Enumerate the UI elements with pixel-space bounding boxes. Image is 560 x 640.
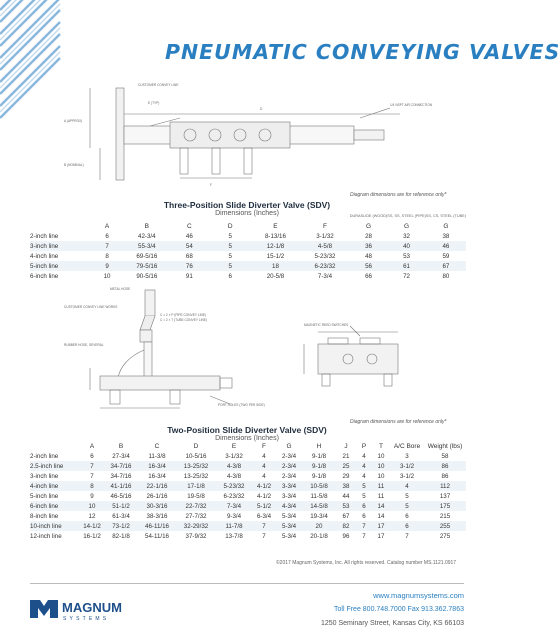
label-magnetic-reed: MAGNETIC REED SWITCHES (304, 323, 349, 327)
sdv3-col-header: F (322, 222, 327, 230)
table-cell: 14 (377, 502, 385, 510)
table-cell: 3-1/32 (316, 232, 334, 240)
table-cell: 10 (377, 472, 385, 480)
sdv3-col-header: E (273, 222, 278, 230)
decorative-stripes (0, 0, 60, 120)
table-row (30, 471, 466, 481)
table-cell: 38 (442, 232, 450, 240)
sdv2-title: Two-Position Slide Diverter Valve (SDV) (167, 425, 327, 435)
table-cell: 16-1/2 (83, 532, 101, 540)
sdv3-col-header: C (186, 222, 192, 230)
table-cell: 5-3/4 (281, 522, 297, 530)
table-row (30, 531, 466, 541)
table-cell: 22-1/16 (146, 482, 168, 490)
label-customer-line: CUSTOMER CONVEY LINE WORKS (64, 305, 118, 309)
row-label: 5-inch line (30, 492, 59, 500)
table-cell: 19-3/4 (310, 512, 328, 520)
sdv2-col-header: T (379, 442, 383, 450)
table-cell: 41-1/16 (110, 482, 132, 490)
table-cell: 4 (362, 452, 366, 460)
table-cell: 3-3/4 (281, 482, 297, 490)
website-link[interactable]: www.magnumsystems.com (373, 591, 464, 600)
row-label: 2-inch line (30, 232, 59, 240)
sdv3-table-body (30, 231, 466, 281)
table-cell: 76 (185, 262, 193, 270)
table-cell: 61-3/4 (112, 512, 130, 520)
table-cell: 20 (315, 522, 323, 530)
table-cell: 55-3/4 (138, 242, 156, 250)
table-cell: 7 (405, 532, 409, 540)
label-c-eq2: C = 2 × T (TUBE CONVEY LINE) (160, 318, 207, 322)
sdv3-subheader-g2: SS, SS, STEEL (PIPE) (387, 214, 426, 218)
sdv3-col-header (30, 221, 89, 231)
sdv2-col-header: A/C Bore (393, 442, 421, 450)
table-cell: 4-5/8 (317, 242, 333, 250)
table-cell: 6-23/32 (314, 262, 336, 270)
label-rubber-hose: RUBBER HOSE, SEVERAL (64, 343, 104, 347)
table-cell: 96 (342, 532, 350, 540)
svg-text:SYSTEMS: SYSTEMS (63, 616, 110, 622)
table-cell: 17 (377, 522, 385, 530)
label-c-eq: C = 2 × P (PIPE CONVEY LINE) (160, 313, 206, 317)
diagram-note-2: Diagram dimensions are for reference only* (350, 419, 447, 425)
table-cell: 6-23/32 (223, 492, 245, 500)
sdv3-title: Three-Position Slide Diverter Valve (SDV) (163, 200, 331, 210)
table-cell: 11-7/8 (225, 522, 243, 530)
table-cell: 7 (362, 522, 366, 530)
table-cell: 3 (405, 452, 409, 460)
magnum-logo (30, 596, 140, 622)
table-cell: 44 (342, 492, 350, 500)
table-cell: 4 (362, 472, 366, 480)
table-cell: 18 (272, 262, 279, 270)
table-cell: 22-7/32 (185, 502, 207, 510)
table-cell: 53 (403, 252, 410, 260)
table-cell: 3-3/4 (281, 492, 297, 500)
table-cell: 7 (90, 462, 94, 470)
table-cell: 73-1/2 (112, 522, 130, 530)
table-cell: 4-3/4 (281, 502, 297, 510)
table-cell: 10-5/16 (185, 452, 207, 460)
table-cell: 86 (441, 462, 449, 470)
table-cell: 275 (439, 532, 451, 540)
table-cell: 38 (342, 482, 350, 490)
table-cell: 14-1/2 (83, 522, 101, 530)
table-cell: 11 (377, 492, 385, 500)
table-cell: 21 (342, 452, 350, 460)
table-cell: 255 (439, 522, 451, 530)
sdv2-col-header: P (361, 442, 367, 450)
table-cell: 69-5/16 (136, 252, 158, 260)
label-metal-hose: METAL HOSE (110, 287, 131, 291)
table-row (30, 231, 466, 241)
sdv2-col-header: A (89, 442, 95, 450)
table-cell: 90-5/16 (136, 272, 158, 280)
table-cell: 5 (405, 492, 409, 500)
table-cell: 27-7/32 (185, 512, 207, 520)
table-cell: 51-1/2 (112, 502, 130, 510)
table-cell: 42-3/4 (138, 232, 156, 240)
table-cell: 5 (228, 262, 232, 270)
table-cell: 4 (405, 482, 409, 490)
table-cell: 13-7/8 (225, 532, 243, 540)
row-label: 12-inch line (30, 532, 62, 540)
label-b: B (NOMINAL) (64, 163, 84, 167)
row-label: 8-inch line (30, 512, 59, 520)
table-cell: 10 (88, 502, 96, 510)
table-cell: 137 (439, 492, 451, 500)
table-cell: 6 (105, 232, 109, 240)
sdv3-header-row (30, 221, 466, 231)
sdv3-col-header: D (227, 222, 233, 230)
table-cell: 46 (442, 242, 450, 250)
table-cell: 215 (439, 512, 451, 520)
table-cell: 46-5/16 (110, 492, 132, 500)
table-cell: 56 (365, 262, 372, 270)
table-cell: 28 (365, 232, 372, 240)
label-air-connection: 1/4 NSPT AIR CONNECTION (390, 103, 433, 107)
table-cell: 53 (342, 502, 350, 510)
table-cell: 10-5/8 (310, 482, 328, 490)
table-cell: 11 (377, 482, 385, 490)
sdv3-table (30, 211, 466, 281)
row-label: 4-inch line (30, 252, 59, 260)
sdv2-col-header: C (154, 442, 160, 450)
table-cell: 36 (365, 242, 372, 250)
table-cell: 2-3/4 (281, 462, 297, 470)
sdv3-col-header: G (443, 222, 449, 230)
sdv3-subheader-g1: DURASLIDE (WOOD) (349, 214, 388, 218)
label-customer-convey-line: CUSTOMER CONVEY LINE (138, 83, 179, 87)
table-cell: 26-1/16 (146, 492, 168, 500)
three-position-sdv-drawing (60, 78, 460, 190)
table-cell: 82-1/8 (112, 532, 130, 540)
diagram-note-1: Diagram dimensions are for reference only* (350, 192, 447, 198)
table-cell: 112 (440, 482, 450, 490)
sdv2-col-header: E (231, 442, 237, 450)
sdv2-col-header: J (344, 442, 348, 450)
table-row (30, 271, 466, 281)
table-cell: 6-3/4 (256, 512, 272, 520)
sdv3-col-header: G (365, 222, 372, 230)
phone-fax: Toll Free 800.748.7000 Fax 913.362.7863 (334, 606, 464, 613)
table-row (30, 521, 466, 531)
table-cell: 6 (90, 452, 94, 460)
table-cell: 30-3/16 (146, 502, 168, 510)
table-cell: 40 (403, 242, 410, 250)
table-cell: 10 (377, 452, 385, 460)
table-cell: 34-7/16 (110, 462, 132, 470)
table-row (30, 241, 466, 251)
table-cell: 3-1/2 (399, 472, 415, 480)
table-cell: 11-5/8 (310, 492, 328, 500)
table-cell: 8 (90, 482, 94, 490)
sdv3-subheader-row (30, 211, 466, 221)
row-label: 10-inch line (30, 522, 62, 530)
table-cell: 34-7/16 (110, 472, 132, 480)
table-cell: 6 (405, 522, 409, 530)
table-cell: 5 (405, 502, 409, 510)
table-cell: 175 (439, 502, 451, 510)
row-label: 2-inch line (30, 452, 59, 460)
table-cell: 7 (362, 532, 366, 540)
table-cell: 32-29/32 (183, 522, 209, 530)
sdv2-subtitle: Dimensions (Inches) (215, 435, 279, 442)
table-cell: 5 (228, 252, 232, 260)
table-cell: 7 (262, 532, 266, 540)
table-cell: 19-5/8 (187, 492, 205, 500)
table-cell: 86 (441, 472, 449, 480)
table-cell: 9-1/8 (311, 472, 327, 480)
table-cell: 6 (405, 512, 409, 520)
table-cell: 48 (365, 252, 372, 260)
table-cell: 17-1/8 (187, 482, 205, 490)
table-cell: 54 (185, 242, 193, 250)
table-cell: 68 (185, 252, 193, 260)
label-port-holes: PORT HOLES (TWO PER SIDE) (218, 403, 265, 407)
copyright-text: ©2017 Magnum Systems, Inc. All rights reserved. Catalog number MS.1121.0917 (276, 560, 457, 566)
table-cell: 12 (88, 512, 96, 520)
table-cell: 4-3/8 (226, 462, 242, 470)
table-cell: 11-3/8 (148, 452, 166, 460)
table-cell: 5 (228, 232, 232, 240)
table-cell: 7 (105, 242, 109, 250)
table-cell: 7-3/4 (317, 272, 333, 280)
table-row (30, 251, 466, 261)
table-cell: 6 (362, 502, 366, 510)
table-row (30, 261, 466, 271)
table-cell: 82 (342, 522, 350, 530)
sdv3-col-header: B (144, 222, 149, 230)
sdv2-col-header: D (193, 442, 199, 450)
table-cell: 79-5/16 (136, 262, 158, 270)
table-cell: 37-9/32 (185, 532, 207, 540)
sdv2-header-row (30, 441, 466, 451)
table-cell: 72 (403, 272, 410, 280)
table-cell: 80 (442, 272, 450, 280)
sdv3-subtitle: Dimensions (Inches) (215, 210, 279, 217)
sdv2-col-header: Weight (lbs) (427, 442, 463, 450)
footer-divider (30, 583, 464, 584)
table-cell: 25 (342, 462, 350, 470)
table-cell: 4-1/2 (256, 492, 272, 500)
table-cell: 59 (442, 252, 450, 260)
table-cell: 20-5/8 (266, 272, 285, 280)
table-cell: 8-13/16 (264, 232, 286, 240)
table-cell: 9-3/4 (226, 512, 242, 520)
table-cell: 46-11/16 (145, 522, 169, 530)
sdv3-col-header: A (104, 222, 110, 230)
table-cell: 10 (103, 272, 111, 280)
sdv2-table-body (30, 451, 466, 541)
table-cell: 2-3/4 (281, 472, 297, 480)
table-cell: 67 (342, 512, 350, 520)
table-cell: 67 (442, 262, 450, 270)
label-d: D (260, 107, 263, 111)
table-cell: 7-3/4 (226, 502, 242, 510)
table-cell: 6 (228, 272, 232, 280)
table-cell: 9-1/8 (311, 462, 327, 470)
table-cell: 3-1/32 (225, 452, 243, 460)
table-cell: 5-1/2 (256, 502, 272, 510)
page-title: PNEUMATIC CONVEYING VALVES (165, 40, 560, 64)
table-cell: 7 (262, 522, 266, 530)
two-position-sdv-drawing (60, 286, 460, 420)
row-label: 3-inch line (30, 472, 59, 480)
row-label: 6-inch line (30, 272, 59, 280)
table-row (30, 491, 466, 501)
table-cell: 5-23/32 (314, 252, 336, 260)
table-cell: 29 (342, 472, 350, 480)
address: 1250 Seminary Street, Kansas City, KS 66103 (320, 620, 464, 627)
table-cell: 7 (90, 472, 94, 480)
label-a: A (APPROX) (64, 119, 83, 123)
table-cell: 2-3/4 (281, 452, 297, 460)
table-cell: 8 (105, 252, 109, 260)
table-cell: 9-1/8 (311, 452, 327, 460)
row-label: 5-inch line (30, 262, 59, 270)
table-cell: 58 (441, 452, 449, 460)
table-cell: 38-3/16 (146, 512, 168, 520)
table-cell: 5 (228, 242, 232, 250)
table-cell: 4-1/2 (256, 482, 272, 490)
table-cell: 32 (403, 232, 410, 240)
table-row (30, 481, 466, 491)
table-cell: 13-25/32 (183, 472, 209, 480)
table-cell: 27-3/4 (112, 452, 130, 460)
table-cell: 17 (377, 532, 385, 540)
table-cell: 3-1/2 (399, 462, 415, 470)
table-cell: 5-3/4 (281, 512, 297, 520)
table-cell: 5-3/4 (281, 532, 297, 540)
table-cell: 13-25/32 (183, 462, 209, 470)
table-cell: 14-5/8 (310, 502, 328, 510)
sdv3-subheader-g3: SS, CS, STEEL (TUBE) (425, 214, 466, 218)
sdv2-col-header: F (262, 442, 266, 450)
table-cell: 5-23/32 (223, 482, 245, 490)
table-cell: 4 (362, 462, 366, 470)
table-cell: 9 (105, 262, 109, 270)
table-cell: 16-3/4 (148, 462, 166, 470)
table-cell: 4 (262, 452, 266, 460)
row-label: 4-inch line (30, 482, 59, 490)
table-cell: 20-1/8 (310, 532, 328, 540)
table-row (30, 451, 466, 461)
row-label: 3-inch line (30, 242, 59, 250)
table-cell: 54-11/16 (145, 532, 169, 540)
sdv2-col-header: G (286, 442, 292, 450)
sdv2-col-header: H (316, 442, 322, 450)
sdv2-table (30, 441, 466, 541)
table-cell: 4-3/8 (226, 472, 242, 480)
sdv2-col-header: B (118, 442, 124, 450)
table-row (30, 461, 466, 471)
table-cell: 9 (90, 492, 94, 500)
table-cell: 66 (365, 272, 372, 280)
sdv2-col-header (30, 441, 80, 451)
table-row (30, 511, 466, 521)
row-label: 6-inch line (30, 502, 59, 510)
svg-text:MAGNUM: MAGNUM (62, 600, 122, 615)
table-cell: 15-1/2 (266, 252, 285, 260)
table-cell: 4 (262, 462, 266, 470)
table-cell: 5 (362, 482, 366, 490)
table-cell: 46 (185, 232, 193, 240)
table-row (30, 501, 466, 511)
sdv3-col-header: G (404, 222, 410, 230)
table-cell: 4 (262, 472, 266, 480)
table-cell: 10 (377, 462, 385, 470)
label-f: F (210, 183, 212, 187)
label-e-typ: E (TYP) (148, 101, 160, 105)
table-cell: 12-1/8 (266, 242, 285, 250)
table-cell: 61 (403, 262, 410, 270)
table-cell: 14 (377, 512, 385, 520)
table-cell: 16-3/4 (148, 472, 166, 480)
table-cell: 91 (185, 272, 193, 280)
row-label: 2.5-inch line (30, 462, 64, 470)
table-cell: 6 (362, 512, 366, 520)
table-cell: 5 (362, 492, 366, 500)
